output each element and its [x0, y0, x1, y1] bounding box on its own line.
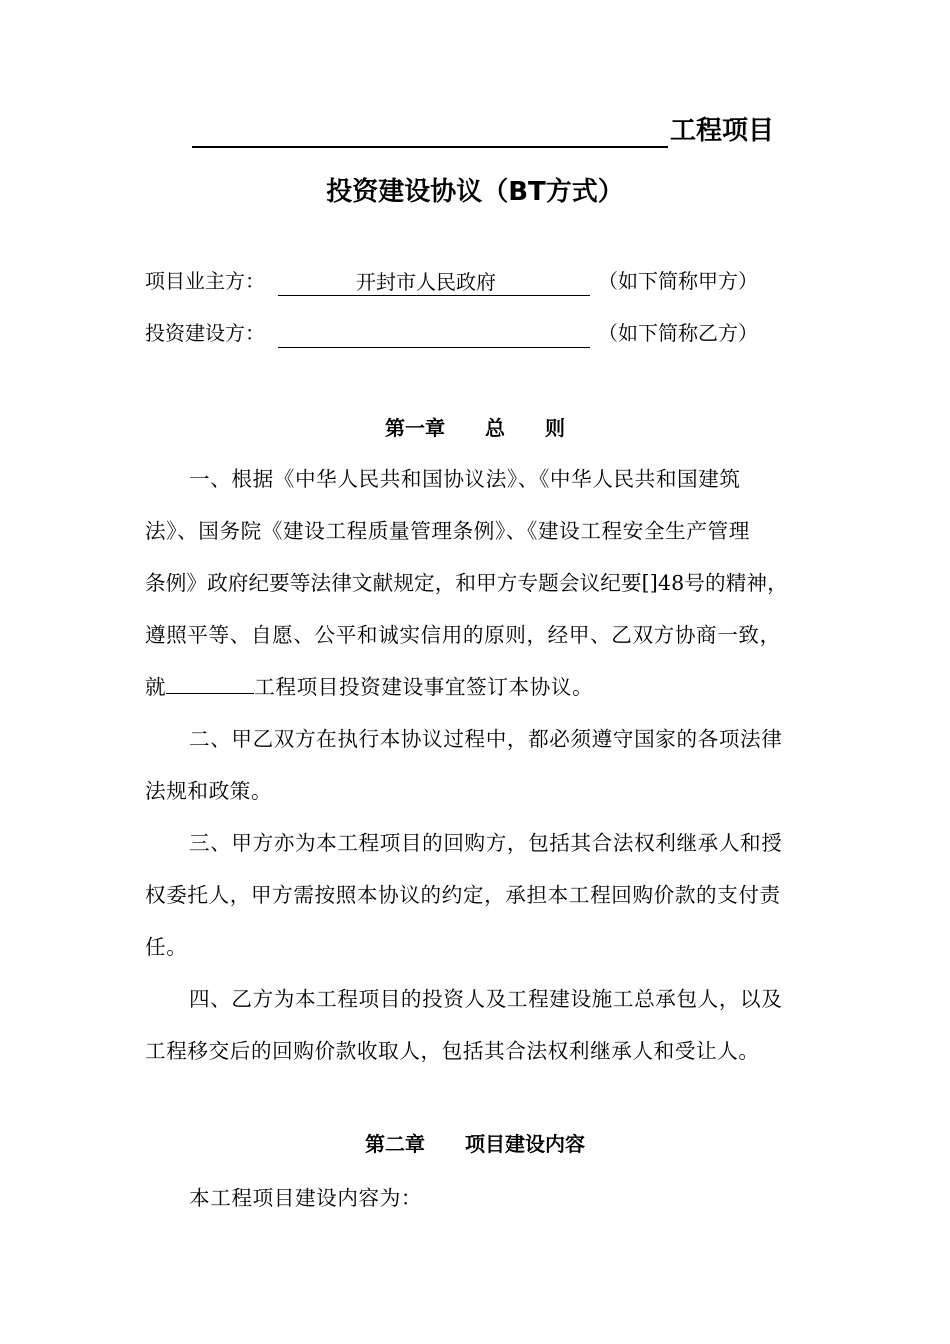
- document-title: [192, 108, 774, 148]
- party-value: 开封市人民政府: [356, 270, 496, 294]
- party-value-field: [278, 319, 590, 348]
- text-line: [145, 661, 845, 713]
- text-line: 三、甲方亦为本工程项目的回购方，包括其合法权利继承人和授: [189, 831, 783, 855]
- article-1: [145, 453, 845, 713]
- article-3: [145, 817, 845, 973]
- party-note: （如下简称甲方）: [598, 269, 758, 293]
- party-owner: [145, 266, 758, 296]
- text-line: 二、甲乙双方在执行本协议过程中，都必须遵守国家的各项法律: [189, 727, 783, 751]
- text-line: 任。: [145, 935, 188, 959]
- project-blank: [166, 671, 254, 694]
- text-line: 四、乙方为本工程项目的投资人及工程建设施工总承包人，以及: [189, 987, 783, 1011]
- text-line: 一、根据《中华人民共和国协议法》、《中华人民共和国建筑: [189, 467, 741, 491]
- party-label: 投资建设方：: [145, 321, 265, 345]
- chapter-heading: 第一章 总 则: [385, 416, 565, 440]
- party-label: 项目业主方：: [145, 269, 265, 293]
- title-suffix: 工程项目: [670, 116, 775, 146]
- text-line: 工程移交后的回购价款收取人，包括其合法权利继承人和受让人。: [145, 1039, 760, 1063]
- project-name-blank: [192, 116, 668, 148]
- article-4: [145, 973, 845, 1077]
- text-line: 遵照平等、自愿、公平和诚实信用的原则，经甲、乙双方协商一致，: [145, 623, 781, 647]
- document-subtitle: 投资建设协议（BT方式）: [326, 177, 624, 207]
- text-fragment: 工程项目投资建设事宜签订本协议。: [254, 675, 594, 699]
- chapter-heading: 第二章 项目建设内容: [365, 1132, 585, 1156]
- text-line: 法》、国务院《建设工程质量管理条例》、《建设工程安全生产管理: [145, 519, 750, 543]
- party-value-field: [278, 267, 590, 296]
- article-2: [145, 713, 845, 817]
- party-investor: [145, 318, 758, 348]
- text-fragment: 就: [145, 675, 167, 699]
- text-line: 本工程项目建设内容为：: [189, 1186, 423, 1210]
- text-line: 权委托人，甲方需按照本协议的约定，承担本工程回购价款的支付责: [145, 883, 781, 907]
- party-note: （如下简称乙方）: [598, 321, 758, 345]
- text-line: 条例》政府纪要等法律文献规定，和甲方专题会议纪要[]48号的精神，: [145, 571, 788, 595]
- chapter2-intro: [145, 1172, 845, 1224]
- text-line: 法规和政策。: [145, 779, 273, 803]
